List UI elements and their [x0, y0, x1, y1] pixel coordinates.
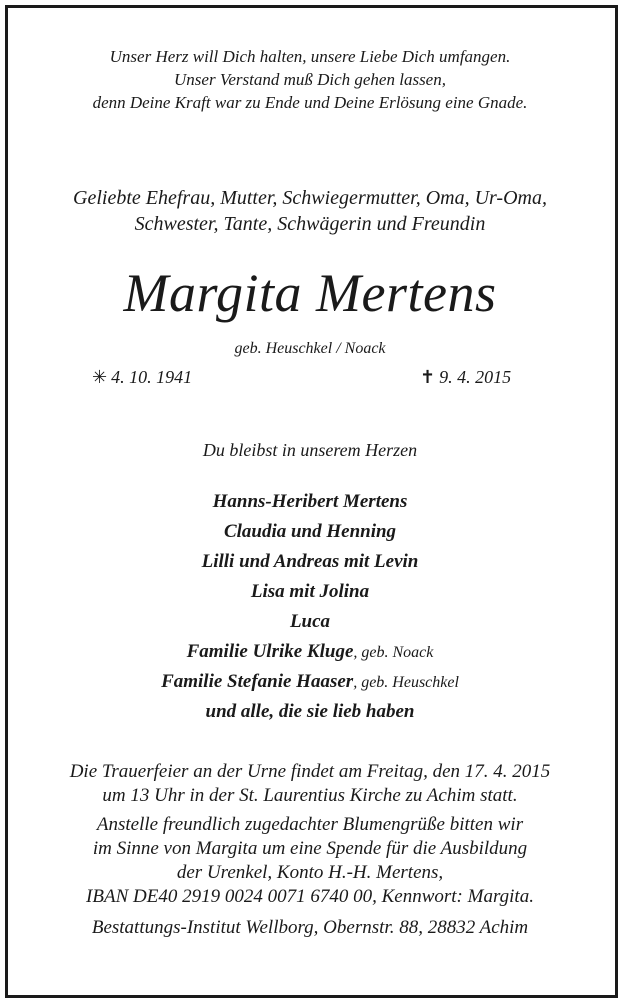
birth-date: 4. 10. 1941 [111, 367, 193, 387]
mourner-name: Luca [289, 611, 331, 632]
mourner-name: Hanns-Heribert Mertens [212, 491, 408, 512]
mourner-note: , geb. Noack [353, 644, 434, 661]
mourner-name: Lisa mit Jolina [250, 581, 370, 602]
death-cross-icon: ✝ [420, 367, 436, 387]
mourner-name: und alle, die sie lieb haben [205, 701, 415, 722]
poem-line: Unser Verstand muß Dich gehen lassen, [174, 70, 446, 89]
relations-line: Geliebte Ehefrau, Mutter, Schwiegermutter, Oma, Ur-Oma, [73, 187, 547, 209]
mourner [0, 517, 620, 547]
mourners-list [0, 487, 620, 727]
birth-date-row [92, 364, 192, 390]
funeral-line: um 13 Uhr in der St. Laurentius Kirche zu Achim statt. [102, 785, 518, 806]
motto: Du bleibst in unserem Herzen [202, 440, 418, 460]
mourner [0, 667, 620, 697]
mourner [0, 607, 620, 637]
mourner-note: , geb. Heuschkel [353, 674, 459, 691]
undertaker: Bestattungs-Institut Wellborg, Obernstr. 88, 28832 Achim [91, 917, 529, 938]
death-date: 9. 4. 2015 [439, 367, 512, 387]
donation-line: IBAN DE40 2919 0024 0071 6740 00, Kennwort: Margita. [86, 886, 534, 907]
deceased-name: Margita Mertens [123, 263, 497, 323]
relations [0, 185, 620, 237]
poem-line: Unser Herz will Dich halten, unsere Liebe Dich umfangen. [109, 47, 511, 66]
poem [0, 45, 620, 114]
mourner [0, 487, 620, 517]
mourner-name: Claudia und Henning [223, 521, 397, 542]
donation-request [0, 813, 620, 909]
mourner [0, 637, 620, 667]
mourner-name: Lilli und Andreas mit Levin [201, 551, 419, 572]
mourner [0, 697, 620, 727]
service-info [0, 760, 620, 940]
donation-line: Anstelle freundlich zugedachter Blumengrüße bitten wir [96, 814, 524, 835]
donation-line: im Sinne von Margita um eine Spende für die Ausbildung [92, 838, 528, 859]
mourner-name: Familie Ulrike Kluge [186, 641, 354, 662]
birth-star-icon: ✳ [92, 367, 108, 387]
mourner [0, 577, 620, 607]
funeral-line: Die Trauerfeier an der Urne findet am Freitag, den 17. 4. 2015 [69, 761, 551, 782]
relations-line: Schwester, Tante, Schwägerin und Freundin [134, 213, 486, 235]
maiden-name: geb. Heuschkel / Noack [234, 340, 386, 357]
mourner-name: Familie Stefanie Haaser [161, 671, 354, 692]
donation-line: der Urenkel, Konto H.-H. Mertens, [176, 862, 444, 883]
mourner [0, 547, 620, 577]
poem-line: denn Deine Kraft war zu Ende und Deine Erlösung eine Gnade. [92, 93, 528, 112]
death-date-row [420, 364, 511, 390]
funeral-notice [0, 760, 620, 808]
